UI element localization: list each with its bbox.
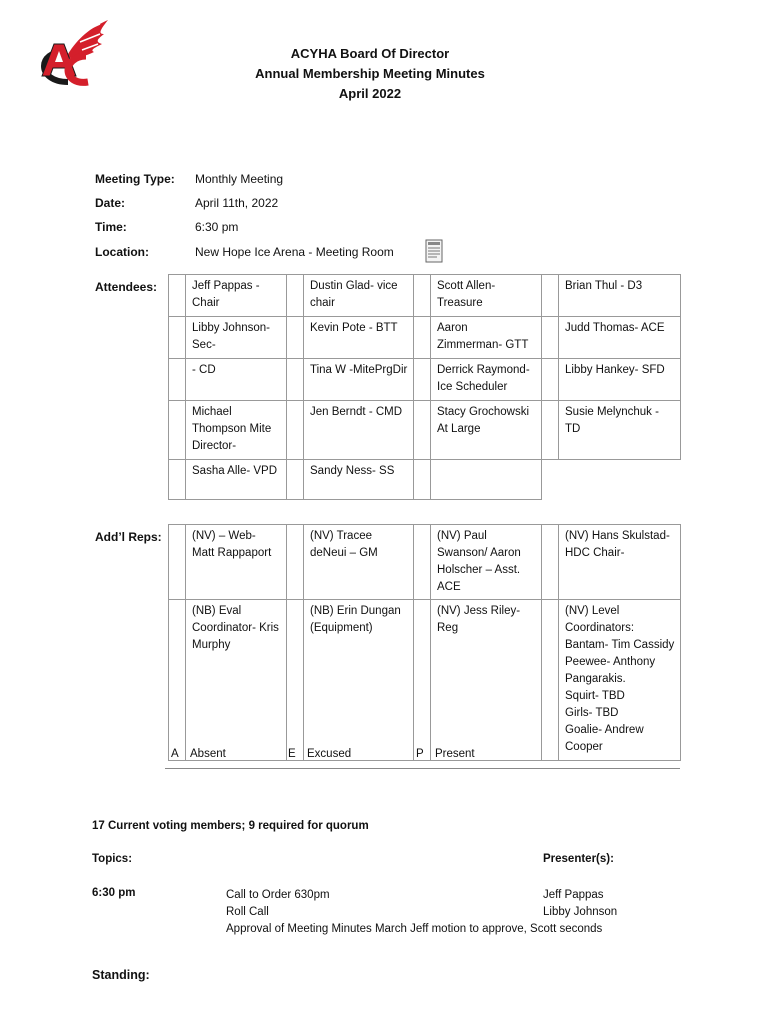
date-value: April 11th, 2022 bbox=[195, 196, 279, 210]
legend-text-excused: Excused bbox=[307, 748, 352, 760]
topics-label: Topics: bbox=[92, 853, 133, 865]
attendance-checkbox[interactable] bbox=[414, 359, 431, 401]
attendance-checkbox[interactable] bbox=[414, 401, 431, 460]
attendees-row bbox=[169, 317, 681, 359]
empty-region bbox=[542, 460, 681, 500]
rep-cell: (NB) Eval Coordinator- Kris Murphy bbox=[186, 600, 287, 761]
location-label: Location: bbox=[95, 245, 149, 259]
attendance-checkbox[interactable] bbox=[542, 317, 559, 359]
reps-label: Add’l Reps: bbox=[95, 530, 162, 544]
reps-row bbox=[169, 525, 681, 600]
attendee-cell: Stacy Grochowski At Large bbox=[431, 401, 542, 460]
attendee-cell: Scott Allen-Treasure bbox=[431, 275, 542, 317]
agenda-item: Roll Call bbox=[226, 906, 269, 918]
attendee-cell: Judd Thomas- ACE bbox=[559, 317, 681, 359]
attendance-checkbox[interactable] bbox=[169, 460, 186, 500]
attendance-checkbox[interactable] bbox=[287, 525, 304, 600]
attendance-checkbox[interactable] bbox=[542, 401, 559, 460]
attendance-checkbox[interactable] bbox=[542, 600, 559, 761]
attendance-checkbox[interactable] bbox=[169, 600, 186, 761]
document-icon[interactable] bbox=[425, 239, 443, 263]
attendee-cell: Sandy Ness- SS bbox=[304, 460, 414, 500]
attendee-cell: Dustin Glad- vice chair bbox=[304, 275, 414, 317]
attendee-cell: Libby Johnson- Sec- bbox=[186, 317, 287, 359]
attendance-checkbox[interactable] bbox=[287, 359, 304, 401]
presenter-name: Jeff Pappas bbox=[543, 889, 604, 901]
attendee-cell: - CD bbox=[186, 359, 287, 401]
quorum-note: 17 Current voting members; 9 required for quorum bbox=[92, 820, 369, 832]
attendance-checkbox[interactable] bbox=[414, 317, 431, 359]
attendee-cell: Jen Berndt - CMD bbox=[304, 401, 414, 460]
rep-cell: (NB) Erin Dungan (Equipment) bbox=[304, 600, 414, 761]
attendees-row bbox=[169, 401, 681, 460]
title-line-2: Annual Membership Meeting Minutes bbox=[255, 66, 485, 81]
rep-cell: (NV) – Web- Matt Rappaport bbox=[186, 525, 287, 600]
attendance-checkbox[interactable] bbox=[542, 525, 559, 600]
attendance-checkbox[interactable] bbox=[414, 460, 431, 500]
legend-code-absent: A bbox=[171, 748, 179, 760]
attendance-checkbox[interactable] bbox=[414, 275, 431, 317]
rep-cell: (NV) Hans Skulstad- HDC Chair- bbox=[559, 525, 681, 600]
attendance-checkbox[interactable] bbox=[414, 600, 431, 761]
attendees-row bbox=[169, 460, 681, 500]
legend-text-present: Present bbox=[435, 748, 475, 760]
attendee-cell: Kevin Pote - BTT bbox=[304, 317, 414, 359]
legend-text-absent: Absent bbox=[190, 748, 226, 760]
standing-heading: Standing: bbox=[92, 968, 150, 982]
attendee-cell: Derrick Raymond- Ice Scheduler bbox=[431, 359, 542, 401]
attendee-cell: Aaron Zimmerman- GTT bbox=[431, 317, 542, 359]
attendance-checkbox[interactable] bbox=[542, 359, 559, 401]
presenter-list bbox=[543, 887, 617, 921]
location-value: New Hope Ice Arena - Meeting Room bbox=[195, 245, 394, 259]
attendees-label: Attendees: bbox=[95, 280, 158, 294]
time-value: 6:30 pm bbox=[195, 220, 239, 234]
attendees-row bbox=[169, 359, 681, 401]
title-line-3: April 2022 bbox=[338, 86, 402, 101]
attendee-cell: Brian Thul - D3 bbox=[559, 275, 681, 317]
legend-code-present: P bbox=[416, 748, 424, 760]
reps-row bbox=[169, 600, 681, 761]
time-label: Time: bbox=[95, 220, 127, 234]
date-label: Date: bbox=[95, 196, 126, 210]
title-line-1: ACYHA Board Of Director bbox=[290, 46, 450, 61]
rep-cell: (NV) Tracee deNeui – GM bbox=[304, 525, 414, 600]
attendance-checkbox[interactable] bbox=[287, 460, 304, 500]
attendance-checkbox[interactable] bbox=[287, 317, 304, 359]
attendees-table bbox=[168, 274, 681, 500]
attendance-checkbox[interactable] bbox=[287, 600, 304, 761]
meeting-type-label: Meeting Type: bbox=[95, 172, 175, 186]
agenda-time: 6:30 pm bbox=[92, 887, 136, 899]
agenda-item: Approval of Meeting Minutes March Jeff motion to approve, Scott seconds bbox=[226, 923, 603, 935]
attendance-checkbox[interactable] bbox=[169, 401, 186, 460]
attendance-checkbox[interactable] bbox=[169, 275, 186, 317]
attendee-cell: Susie Melynchuk - TD bbox=[559, 401, 681, 460]
attendee-cell: Sasha Alle- VPD bbox=[186, 460, 287, 500]
reps-table bbox=[168, 524, 681, 761]
rep-cell-level-coordinators: (NV) Level Coordinators: Bantam- Tim Cassidy Peewee- Anthony Pangarakis. Squirt- TBD Girls- TBD Goalie- Andrew Cooper bbox=[559, 600, 681, 761]
legend-code-excused: E bbox=[288, 748, 296, 760]
agenda-item: Call to Order 630pm bbox=[226, 889, 330, 901]
attendee-cell: Tina W -MitePrgDir bbox=[304, 359, 414, 401]
acyha-logo bbox=[38, 20, 110, 92]
attendee-cell: Michael Thompson Mite Director- bbox=[186, 401, 287, 460]
attendance-checkbox[interactable] bbox=[169, 317, 186, 359]
attendance-legend bbox=[165, 748, 680, 769]
attendance-checkbox[interactable] bbox=[169, 525, 186, 600]
rep-cell: (NV) Jess Riley- Reg bbox=[431, 600, 542, 761]
attendance-checkbox[interactable] bbox=[287, 275, 304, 317]
attendee-cell: Jeff Pappas - Chair bbox=[186, 275, 287, 317]
rep-cell: (NV) Paul Swanson/ Aaron Holscher – Asst. ACE bbox=[431, 525, 542, 600]
presenters-label: Presenter(s): bbox=[543, 853, 614, 865]
attendees-row bbox=[169, 275, 681, 317]
attendance-checkbox[interactable] bbox=[542, 275, 559, 317]
attendee-cell: Libby Hankey- SFD bbox=[559, 359, 681, 401]
attendance-checkbox[interactable] bbox=[169, 359, 186, 401]
presenter-name: Libby Johnson bbox=[543, 906, 618, 918]
meeting-type-value: Monthly Meeting bbox=[195, 172, 284, 186]
document-title bbox=[170, 44, 570, 104]
attendance-checkbox[interactable] bbox=[287, 401, 304, 460]
attendee-cell-empty bbox=[431, 460, 542, 500]
attendance-checkbox[interactable] bbox=[414, 525, 431, 600]
